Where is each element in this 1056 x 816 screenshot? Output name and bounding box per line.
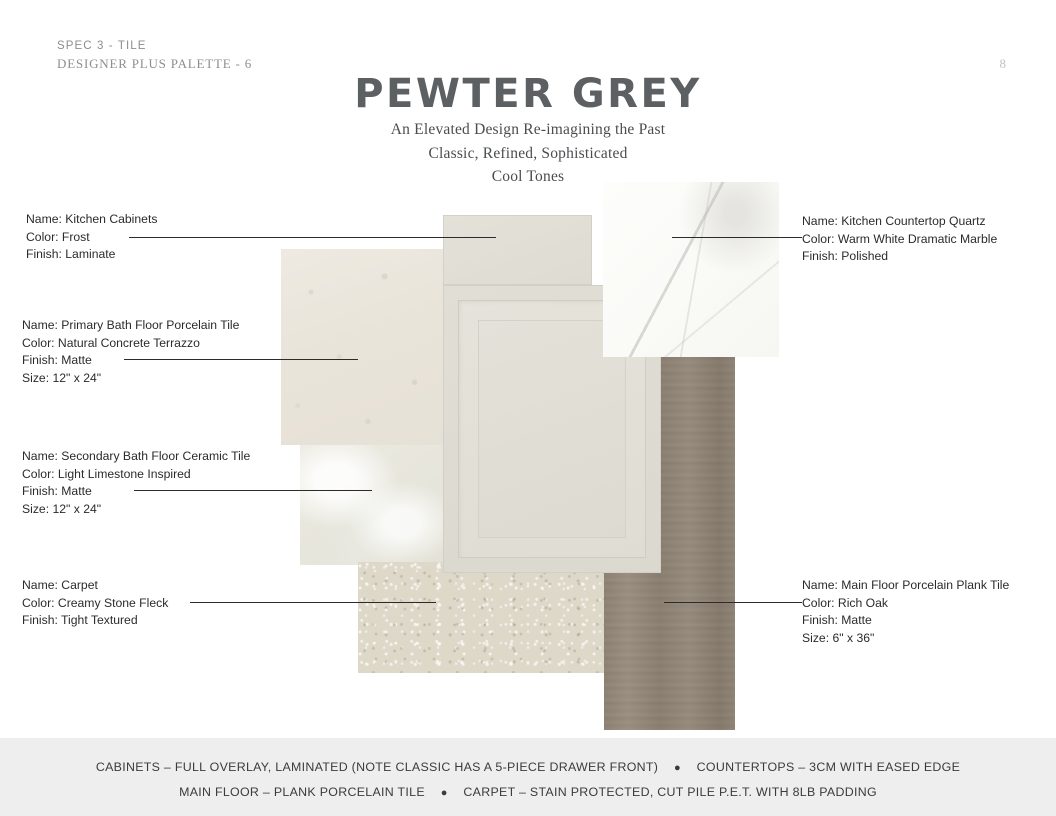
main-floor-color: Color: Rich Oak (802, 595, 889, 610)
footer-line-1 (0, 760, 1056, 774)
carpet-name: Name: Carpet (22, 578, 98, 592)
carpet-color: Color: Creamy Stone Fleck (22, 595, 169, 610)
palette-label: DESIGNER PLUS PALETTE - 6 (57, 56, 253, 71)
countertop-finish: Finish: Polished (802, 249, 889, 264)
leader-line-carpet (190, 602, 436, 603)
footer-cabinets-note: CABINETS – FULL OVERLAY, LAMINATED (NOTE CLASSIC HAS A 5-PIECE DRAWER FRONT) (95, 760, 659, 774)
annotation-kitchen-countertop (802, 213, 997, 266)
primary-bath-size: Size: 12" x 24" (22, 370, 102, 385)
footer-countertops-note: COUNTERTOPS – 3CM WITH EASED EDGE (696, 760, 961, 774)
kitchen-cabinets-finish: Finish: Laminate (26, 247, 116, 262)
primary-bath-finish: Finish: Matte (22, 353, 92, 368)
primary-bath-name: Name: Primary Bath Floor Porcelain Tile (22, 318, 240, 332)
subtitle-line-1: An Elevated Design Re-imagining the Past (390, 121, 666, 138)
secondary-bath-size: Size: 12" x 24" (22, 501, 102, 516)
sample-secondary-bath-tile (300, 445, 446, 565)
kitchen-cabinets-name: Name: Kitchen Cabinets (26, 212, 158, 226)
leader-line-countertop (672, 237, 802, 238)
countertop-name: Name: Kitchen Countertop Quartz (802, 214, 986, 228)
sample-cabinet-door (443, 285, 661, 573)
sample-main-floor-plank (604, 355, 735, 730)
countertop-color: Color: Warm White Dramatic Marble (802, 231, 998, 246)
footer-carpet-note: CARPET – STAIN PROTECTED, CUT PILE P.E.T. WITH 8LB PADDING (463, 785, 877, 799)
main-floor-name: Name: Main Floor Porcelain Plank Tile (802, 578, 1010, 592)
footer-separator-icon-2: ● (440, 786, 448, 799)
document-footer (0, 738, 1056, 816)
main-floor-size: Size: 6" x 36" (802, 630, 875, 645)
sample-carpet (358, 562, 604, 673)
annotation-main-floor (802, 577, 1009, 647)
title-block (0, 72, 1056, 187)
spec-label: SPEC 3 - TILE (57, 40, 147, 52)
annotation-primary-bath-floor (22, 317, 239, 387)
carpet-finish: Finish: Tight Textured (22, 613, 138, 628)
subtitle-line-3: Cool Tones (491, 168, 565, 185)
sample-cabinet-drawer-front (443, 215, 592, 285)
kitchen-cabinets-color: Color: Frost (26, 229, 90, 244)
leader-line-main-floor (664, 602, 802, 603)
page-title: PEWTER GREY (354, 71, 702, 117)
secondary-bath-color: Color: Light Limestone Inspired (22, 466, 191, 481)
subtitle-line-2: Classic, Refined, Sophisticated (428, 144, 628, 162)
secondary-bath-name: Name: Secondary Bath Floor Ceramic Tile (22, 449, 251, 463)
secondary-bath-finish: Finish: Matte (22, 484, 92, 499)
leader-line-kitchen-cabinets (129, 237, 496, 238)
sample-countertop-quartz (603, 182, 779, 357)
footer-line-2 (0, 785, 1056, 799)
document-header (57, 38, 252, 73)
annotation-secondary-bath-floor (22, 448, 250, 518)
sample-cabinet-door-inner (458, 300, 646, 558)
main-floor-finish: Finish: Matte (802, 613, 872, 628)
page-number: 8 (999, 56, 1006, 71)
primary-bath-color: Color: Natural Concrete Terrazzo (22, 335, 200, 350)
footer-separator-icon-1: ● (673, 761, 681, 774)
annotation-carpet (22, 577, 168, 630)
sample-primary-bath-tile (281, 249, 448, 445)
annotation-kitchen-cabinets (26, 211, 157, 264)
footer-main-floor-note: MAIN FLOOR – PLANK PORCELAIN TILE (179, 785, 425, 799)
sample-cabinet-door-panel (478, 320, 626, 538)
